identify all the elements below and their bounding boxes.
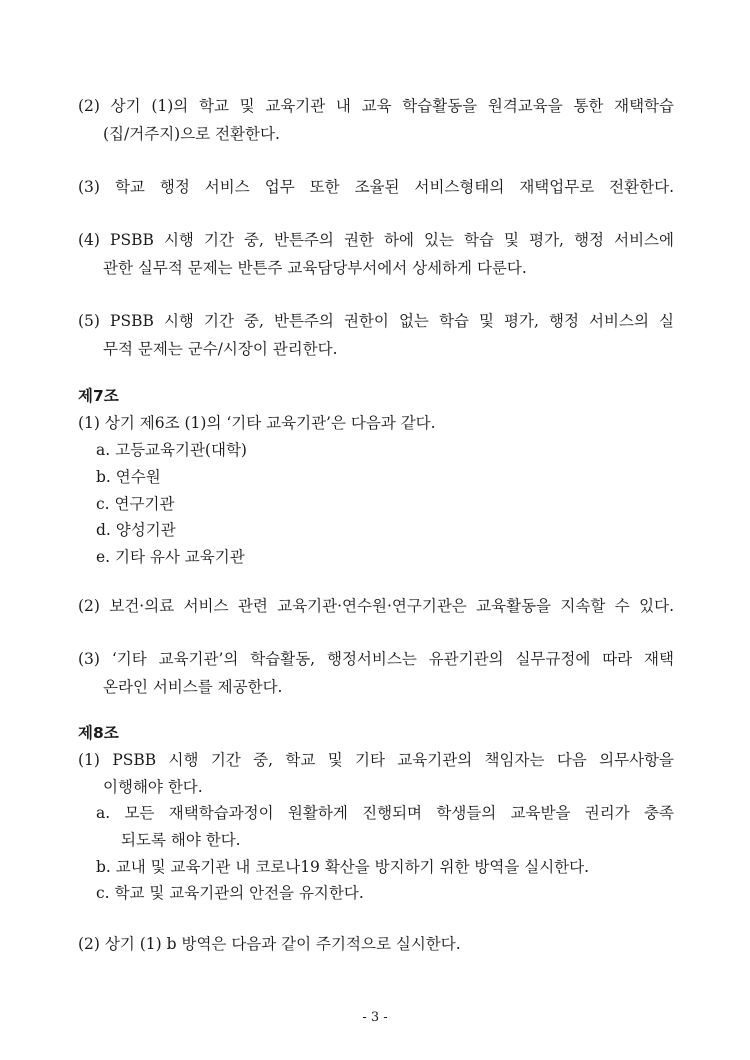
clause-6-item-2-line-2: (집/거주지)으로 전환한다. [103,125,280,143]
article-8-item-1-line-2: 이행해야 한다. [103,778,203,796]
page-number: - 3 - [362,1010,388,1025]
article-8-item-1a-line-2: 되도록 해야 한다. [121,831,241,849]
article-7-item-1: (1) 상기 제6조 (1)의 ‘기타 교육기관’은 다음과 같다. [78,414,436,432]
article-8-item-1b: b. 교내 및 교육기관 내 코로나19 확산을 방지하기 위한 방역을 실시한다. [96,858,590,876]
article-7-item-3-line-2: 온라인 서비스를 제공한다. [103,678,283,696]
article-8-heading: 제8조 [78,724,119,742]
article-7-item-1a: a. 고등교육기관(대학) [96,441,247,459]
clause-6-item-4-line-1: (4) PSBB 시행 기간 중, 반튼주의 권한 하에 있는 학습 및 평가, 행정 서비스에 [78,231,674,249]
article-8-item-1a-line-1: a. 모든 재택학습과정이 원활하게 진행되며 학생들의 교육받을 권리가 충족 [96,804,674,822]
clause-6-item-4-line-2: 관한 실무적 문제는 반튼주 교육담당부서에서 상세하게 다룬다. [103,259,527,277]
article-7-item-1d: d. 양성기관 [96,521,176,539]
article-8-item-1-line-1: (1) PSBB 시행 기간 중, 학교 및 기타 교육기관의 책임자는 다음 의무사항을 [78,751,674,769]
clause-6-item-5-line-1: (5) PSBB 시행 기간 중, 반튼주의 권한이 없는 학습 및 평가, 행정 서비스의 실 [78,312,674,330]
article-7-item-3-line-1: (3) ‘기타 교육기관’의 학습활동, 행정서비스는 유관기관의 실무규정에 따라 재택 [78,650,674,668]
clause-6-item-2-line-1: (2) 상기 (1)의 학교 및 교육기관 내 교육 학습활동을 원격교육을 통한 재택학습 [78,97,674,115]
article-7-item-1b: b. 연수원 [96,468,161,486]
clause-6-item-3: (3) 학교 행정 서비스 업무 또한 조율된 서비스형태의 재택업무로 전환한다. [78,178,674,196]
article-7-item-1e: e. 기타 유사 교육기관 [96,548,245,566]
article-7-item-1c: c. 연구기관 [96,495,175,513]
article-8-item-1c: c. 학교 및 교육기관의 안전을 유지한다. [96,884,364,902]
article-8-item-2: (2) 상기 (1) b 방역은 다음과 같이 주기적으로 실시한다. [78,935,461,953]
article-7-heading: 제7조 [78,387,119,405]
article-7-item-2: (2) 보건·의료 서비스 관련 교육기관·연수원·연구기관은 교육활동을 지속할 수 있다. [78,597,674,615]
clause-6-item-5-line-2: 무적 문제는 군수/시장이 관리한다. [103,340,338,358]
